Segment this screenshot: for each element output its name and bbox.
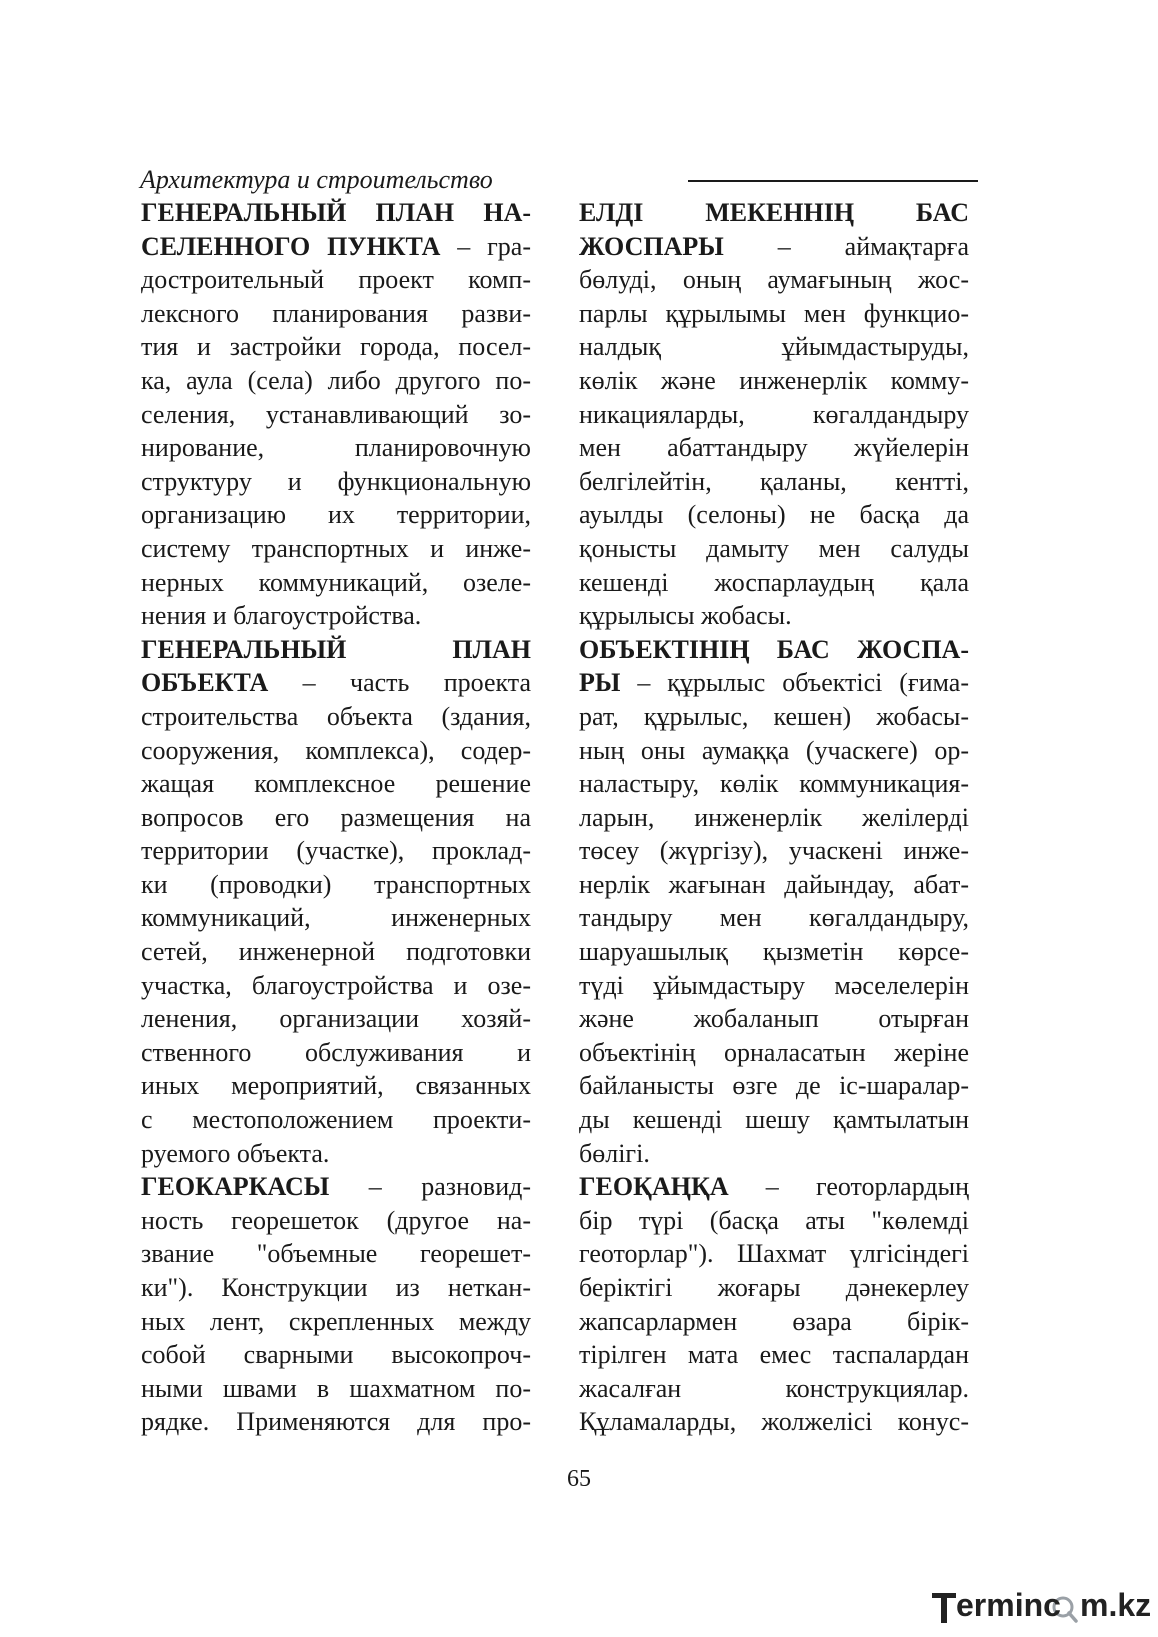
- text-line: [141, 364, 531, 398]
- term-heading: РЫ: [579, 668, 621, 698]
- text-line: [579, 196, 969, 230]
- term-heading: ОБЪЕКТІНІҢ БАС ЖОСПА-: [579, 634, 969, 664]
- term-heading: ЕЛДІ МЕКЕННІҢ БАС: [579, 198, 969, 227]
- text-line: [579, 935, 969, 969]
- term-heading: СЕЛЕННОГО ПУНКТА: [141, 231, 441, 261]
- text-segment: жапсарлармен өзара бірік-: [579, 1306, 969, 1336]
- text-segment: ларын, инженерлік желілерді: [579, 802, 969, 832]
- text-segment: жасалған конструкциялар.: [579, 1373, 969, 1403]
- text-segment: – геоторлардың: [728, 1172, 969, 1202]
- text-segment: ных лент, скрепленных между: [141, 1306, 531, 1336]
- text-line: [141, 666, 531, 700]
- text-line: [579, 364, 969, 398]
- text-segment: бөлігі.: [579, 1138, 650, 1168]
- text-segment: көлік және инженерлік комму-: [579, 365, 969, 395]
- text-segment: нерных коммуникаций, озеле-: [141, 567, 531, 597]
- text-line: [141, 230, 531, 264]
- text-segment: территории (участке), проклад-: [141, 836, 531, 866]
- text-line: [579, 868, 969, 902]
- text-line: [579, 1405, 969, 1436]
- text-segment: ность георешеток (другое на-: [141, 1205, 531, 1235]
- header-title: Архитектура и строительство: [140, 165, 493, 194]
- text-line: [579, 1069, 969, 1103]
- text-line: [141, 935, 531, 969]
- text-segment: – құрылыс объектісі (ғима-: [620, 668, 969, 698]
- text-line: [141, 196, 531, 230]
- text-line: [579, 734, 969, 768]
- text-segment: коммуникаций, инженерных: [141, 903, 531, 933]
- text-line: [579, 263, 969, 297]
- text-segment: ными швами в шахматном по-: [141, 1373, 531, 1403]
- text-line: [579, 230, 969, 264]
- text-segment: – гра-: [440, 231, 531, 261]
- text-segment: нирование, планировочную: [141, 433, 531, 463]
- text-segment: беріктігі жоғары дәнекерлеу: [579, 1273, 969, 1302]
- text-line: [141, 1036, 531, 1070]
- text-line: [141, 1305, 531, 1339]
- text-line: [141, 969, 531, 1003]
- term-heading: ОБЪЕКТА: [141, 668, 269, 698]
- text-segment: структуру и функциональную: [141, 466, 531, 496]
- text-line: [579, 1204, 969, 1238]
- text-segment: звание "объемные георешет-: [141, 1239, 531, 1269]
- text-segment: ки (проводки) транспортных: [141, 869, 531, 899]
- text-line: [579, 1237, 969, 1271]
- text-line: [141, 566, 531, 600]
- text-segment: лексного планирования разви-: [141, 298, 531, 328]
- text-segment: – разновид-: [329, 1172, 531, 1202]
- text-line: [141, 1137, 531, 1171]
- text-segment: белгілейтін, қаланы, кентті,: [579, 466, 969, 496]
- left-column: [141, 196, 531, 1436]
- text-line: [579, 633, 969, 667]
- text-segment: наластыру, көлік коммуникация-: [579, 769, 969, 799]
- text-segment: ның оны аумаққа (учаскеге) ор-: [579, 735, 969, 765]
- text-line: [141, 431, 531, 465]
- text-segment: достроительный проект комп-: [141, 265, 531, 295]
- text-line: [579, 465, 969, 499]
- text-segment: жащая комплексное решение: [141, 769, 531, 799]
- text-line: [141, 599, 531, 633]
- term-heading: ГЕНЕРАЛЬНЫЙ ПЛАН: [141, 634, 531, 664]
- text-segment: түді ұйымдастыру мәселелерін: [579, 970, 969, 1000]
- watermark-text: erminc: [956, 1587, 1061, 1623]
- text-segment: участка, благоустройства и озе-: [141, 970, 531, 1000]
- text-line: [579, 330, 969, 364]
- text-segment: мен абаттандыру жүйелерін: [579, 433, 969, 463]
- text-line: [141, 465, 531, 499]
- text-segment: қонысты дамыту мен салуды: [579, 533, 969, 563]
- text-line: [579, 431, 969, 465]
- text-segment: геоторлар"). Шахмат үлгісіндегі: [579, 1239, 969, 1269]
- text-segment: – аймақтарға: [723, 231, 969, 261]
- text-line: [579, 1137, 969, 1171]
- text-line: [579, 969, 969, 1003]
- text-line: [579, 1036, 969, 1070]
- text-line: [579, 297, 969, 331]
- watermark-logo: [930, 1583, 1152, 1627]
- text-segment: Құламаларды, жолжелісі конус-: [579, 1407, 969, 1436]
- text-segment: никацияларды, көгалдандыру: [579, 399, 969, 429]
- text-line: [579, 1170, 969, 1204]
- text-line: [579, 532, 969, 566]
- text-segment: парлы құрылымы мен функцио-: [579, 298, 969, 328]
- text-segment: ауылды (селоны) не басқа да: [579, 500, 969, 530]
- text-line: [141, 1338, 531, 1372]
- text-line: [579, 767, 969, 801]
- text-line: [579, 700, 969, 734]
- text-segment: нерлік жағынан дайындау, абат-: [579, 869, 969, 899]
- text-segment: тірілген мата емес таспалардан: [579, 1340, 969, 1370]
- text-line: [579, 1372, 969, 1406]
- text-segment: организацию их территории,: [141, 500, 531, 530]
- text-line: [579, 666, 969, 700]
- text-line: [579, 1103, 969, 1137]
- text-line: [141, 498, 531, 532]
- text-segment: бір түрі (басқа аты "көлемді: [579, 1205, 969, 1235]
- text-line: [579, 599, 969, 633]
- text-line: [141, 801, 531, 835]
- text-segment: строительства объекта (здания,: [141, 701, 531, 731]
- term-heading: ГЕОҚАҢҚА: [579, 1172, 729, 1202]
- text-line: [141, 1372, 531, 1406]
- text-segment: систему транспортных и инже-: [141, 533, 531, 563]
- text-segment: құрылысы жобасы.: [579, 601, 792, 631]
- text-segment: с местоположением проекти-: [141, 1105, 531, 1135]
- text-segment: және жобаланып отырған: [579, 1004, 969, 1034]
- text-segment: тандыру мен көгалдандыру,: [579, 903, 969, 933]
- text-segment: сооружения, комплекса), содер-: [141, 735, 531, 765]
- text-segment: ленения, организации хозяй-: [141, 1004, 531, 1034]
- text-segment: ды кешенді шешу қамтылатын: [579, 1105, 969, 1135]
- text-line: [141, 1002, 531, 1036]
- text-line: [141, 398, 531, 432]
- text-line: [141, 901, 531, 935]
- text-segment: ственного обслуживания и: [141, 1037, 531, 1067]
- text-line: [141, 1204, 531, 1238]
- text-line: [141, 263, 531, 297]
- text-line: [579, 834, 969, 868]
- text-line: [579, 1338, 969, 1372]
- text-line: [579, 398, 969, 432]
- text-segment: иных мероприятий, связанных: [141, 1071, 531, 1101]
- text-line: [579, 1305, 969, 1339]
- text-line: [141, 700, 531, 734]
- text-segment: рат, құрылыс, кешен) жобасы-: [579, 701, 969, 731]
- text-segment: – часть проекта: [268, 668, 531, 698]
- text-segment: налдық ұйымдастыруды,: [579, 332, 969, 362]
- text-line: [141, 297, 531, 331]
- text-segment: тия и застройки города, посел-: [141, 332, 531, 362]
- page-number: 65: [567, 1466, 591, 1492]
- text-segment: селения, устанавливающий зо-: [141, 399, 531, 429]
- text-line: [579, 566, 969, 600]
- text-line: [579, 498, 969, 532]
- text-line: [141, 1103, 531, 1137]
- text-line: [141, 532, 531, 566]
- term-heading: ЖОСПАРЫ: [579, 231, 724, 261]
- text-line: [579, 801, 969, 835]
- term-heading: ГЕНЕРАЛЬНЫЙ ПЛАН НА-: [141, 198, 531, 227]
- text-line: [141, 1405, 531, 1436]
- text-segment: нения и благоустройства.: [141, 601, 422, 631]
- text-line: [141, 1069, 531, 1103]
- text-line: [141, 734, 531, 768]
- text-segment: ка, аула (села) либо другого по-: [141, 365, 531, 395]
- text-segment: кешенді жоспарлаудың қала: [579, 567, 969, 597]
- watermark-text: m.kz: [1080, 1587, 1152, 1623]
- text-segment: байланысты өзге де іс-шаралар-: [579, 1071, 969, 1101]
- text-segment: вопросов его размещения на: [141, 802, 531, 832]
- text-segment: собой сварными высокопроч-: [141, 1340, 531, 1370]
- text-line: [141, 633, 531, 667]
- text-line: [141, 330, 531, 364]
- right-column: [579, 196, 969, 1436]
- text-line: [141, 767, 531, 801]
- header-rule: [688, 180, 978, 182]
- text-segment: сетей, инженерной подготовки: [141, 937, 531, 967]
- text-segment: бөлуді, оның аумағының жос-: [579, 265, 969, 295]
- term-heading: ГЕОКАРКАСЫ: [141, 1172, 330, 1202]
- text-line: [141, 834, 531, 868]
- text-segment: рядке. Применяются для про-: [141, 1407, 531, 1436]
- text-line: [579, 1002, 969, 1036]
- text-segment: ки"). Конструкции из неткан-: [141, 1273, 531, 1302]
- text-line: [579, 901, 969, 935]
- text-line: [141, 868, 531, 902]
- running-header: [140, 160, 978, 200]
- text-segment: шаруашылық қызметін көрсе-: [579, 937, 969, 967]
- text-line: [141, 1271, 531, 1305]
- text-line: [579, 1271, 969, 1305]
- text-segment: руемого объекта.: [141, 1138, 330, 1168]
- text-line: [141, 1170, 531, 1204]
- text-segment: төсеу (жүргізу), учаскені инже-: [579, 836, 969, 866]
- text-line: [141, 1237, 531, 1271]
- text-segment: объектінің орналасатын жеріне: [579, 1037, 969, 1067]
